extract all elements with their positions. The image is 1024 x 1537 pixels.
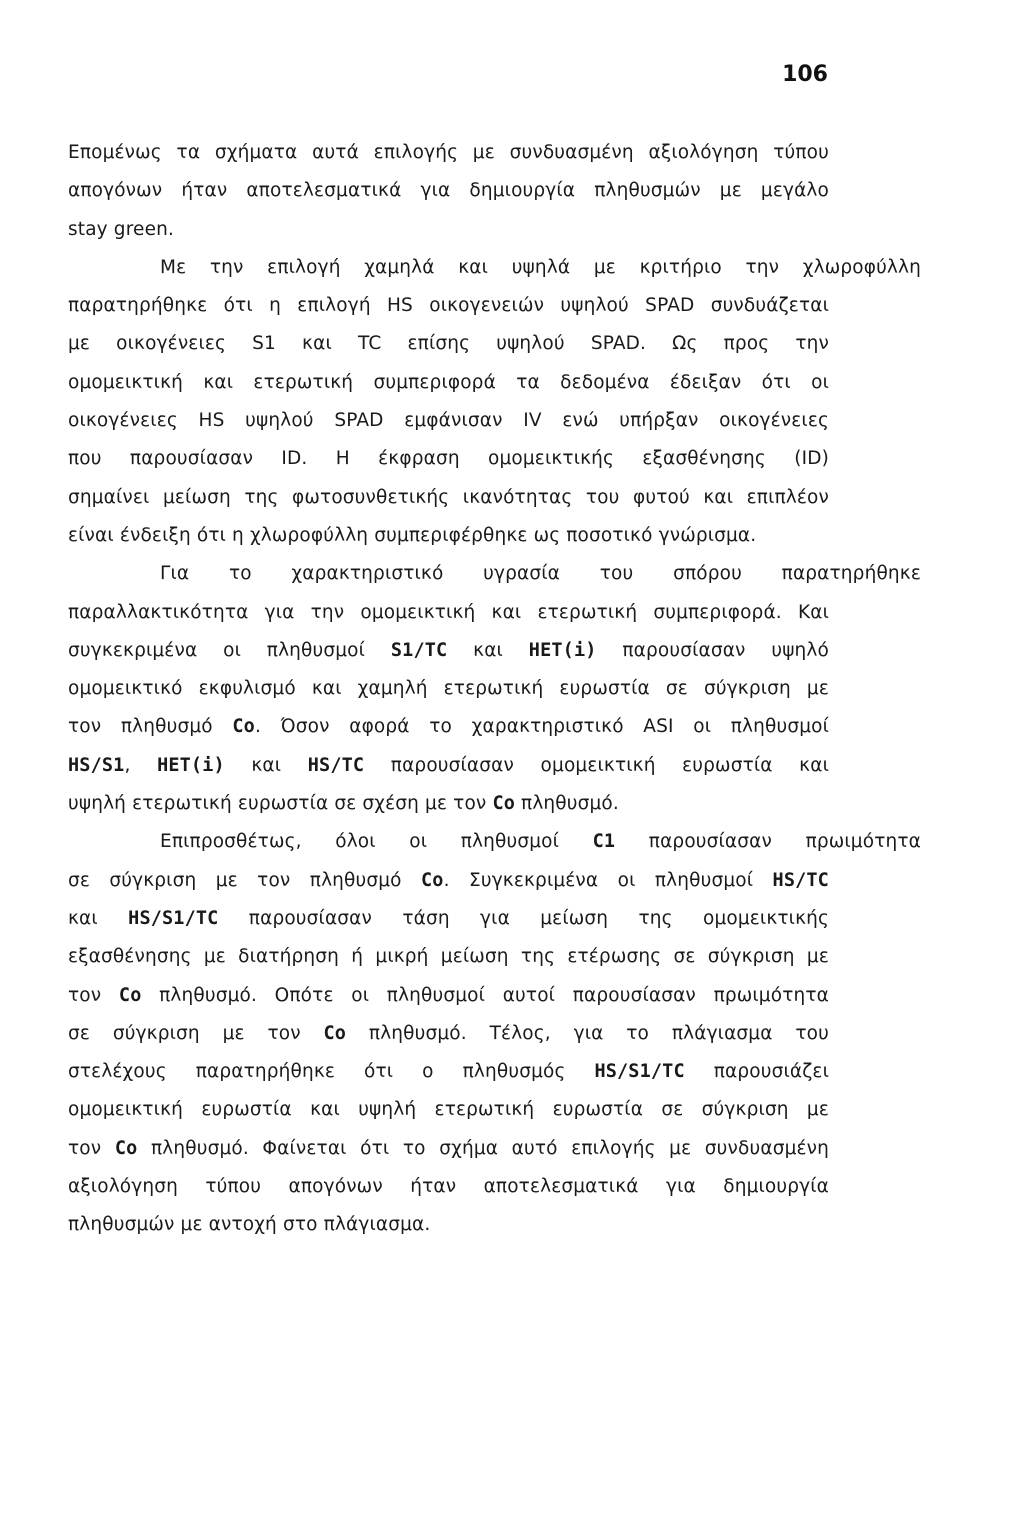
- text-line: [68, 900, 829, 938]
- text-line: αξιολόγηση τύπου απογόνων ήταν αποτελεσματικά για δημιουργία: [68, 1176, 829, 1198]
- text-line: [68, 632, 829, 670]
- text-segment: πληθυσμό. Οπότε οι πληθυσμοί αυτοί παρουσίασαν πρωιμότητα: [141, 984, 829, 1006]
- text-segment: τον: [68, 984, 119, 1006]
- text-line: πληθυσμών με αντοχή στο πλάγιασμα.: [68, 1214, 431, 1236]
- population-label: Co: [118, 984, 142, 1006]
- population-label: Co: [232, 716, 255, 738]
- page-number: 106: [782, 62, 828, 87]
- text-segment: παρουσίασαν πρωιμότητα: [615, 831, 921, 853]
- text-segment: τον πληθυσμό: [68, 716, 233, 738]
- text-line: ομομεικτική και ετερωτική συμπεριφορά τα δεδομένα έδειξαν ότι οι: [68, 371, 829, 393]
- population-label: S1/TC: [390, 639, 448, 661]
- population-label: HS/TC: [772, 869, 829, 891]
- population-label: HET(i): [157, 754, 225, 776]
- text-segment: . Όσον αφορά το χαρακτηριστικό ASI οι πληθυσμοί: [254, 716, 830, 738]
- text-line: σημαίνει μείωση της φωτοσυνθετικής ικανότητας του φυτού και επιπλέον: [68, 486, 829, 508]
- text-segment: πληθυσμό. Τέλος, για το πλάγιασμα του: [346, 1022, 829, 1044]
- text-segment: συγκεκριμένα οι πληθυσμοί: [68, 639, 391, 661]
- text-line: [68, 862, 829, 900]
- population-label: HS/S1/TC: [594, 1061, 685, 1083]
- population-label: HS/S1: [68, 754, 125, 776]
- text-line: [68, 708, 829, 746]
- text-line: [68, 1015, 829, 1053]
- text-segment: παρουσιάζει: [684, 1061, 829, 1083]
- population-label: HET(i): [528, 639, 597, 661]
- population-label: Co: [114, 1137, 138, 1159]
- text-line: [68, 977, 829, 1015]
- body-text: [68, 134, 921, 1245]
- text-segment: τον: [68, 1137, 115, 1159]
- population-label: Co: [421, 869, 444, 891]
- text-line: Με την επιλογή χαμηλά και υψηλά με κριτήριο την χλωροφύλλη: [160, 256, 921, 278]
- text-line: Επομένως τα σχήματα αυτά επιλογής με συνδυασμένη αξιολόγηση τύπου: [68, 142, 829, 163]
- text-segment: υψηλή ετερωτική ευρωστία σε σχέση με τον: [68, 793, 493, 815]
- population-label: HS/S1/TC: [128, 907, 219, 929]
- text-line: [68, 1130, 829, 1168]
- text-line: [68, 785, 829, 823]
- text-segment: ,: [124, 754, 158, 776]
- text-segment: σε σύγκριση με τον: [68, 1022, 324, 1044]
- text-segment: πληθυσμό.: [515, 793, 619, 815]
- text-segment: και: [68, 907, 129, 929]
- text-segment: παρουσίασαν τάση για μείωση της ομομεικτικής: [218, 907, 830, 929]
- text-segment: σε σύγκριση με τον πληθυσμό: [68, 869, 422, 891]
- text-segment: παρουσίασαν υψηλό: [596, 639, 830, 661]
- text-line: [68, 747, 829, 785]
- population-label: Co: [492, 793, 516, 815]
- text-line: Για το χαρακτηριστικό υγρασία του σπόρου παρατηρήθηκε: [160, 563, 921, 585]
- text-line: ομομεικτική ευρωστία και υψηλή ετερωτική ευρωστία σε σύγκριση με: [68, 1099, 829, 1121]
- text-segment: και: [447, 639, 529, 661]
- text-line: ομομεικτικό εκφυλισμό και χαμηλή ετερωτική ευρωστία σε σύγκριση με: [68, 678, 829, 700]
- text-line: απογόνων ήταν αποτελεσματικά για δημιουργία πληθυσμών με μεγάλο: [68, 180, 829, 202]
- text-segment: και: [224, 754, 308, 776]
- text-line: εξασθένησης με διατήρηση ή μικρή μείωση της ετέρωσης σε σύγκριση με: [68, 946, 829, 968]
- text-line: stay green.: [68, 218, 175, 240]
- text-line: [68, 823, 921, 861]
- text-segment: στελέχους παρατηρήθηκε ότι ο πληθυσμός: [68, 1061, 595, 1083]
- population-label: Co: [323, 1022, 347, 1044]
- text-line: [68, 1053, 829, 1091]
- population-label: HS/TC: [307, 754, 365, 776]
- population-label: C1: [592, 831, 616, 853]
- text-line: οικογένειες HS υψηλού SPAD εμφάνισαν IV ενώ υπήρξαν οικογένειες: [68, 410, 829, 432]
- text-segment: πληθυσμό. Φαίνεται ότι το σχήμα αυτό επιλογής με συνδυασμένη: [137, 1137, 829, 1159]
- text-line: που παρουσίασαν ID. Η έκφραση ομομεικτικής εξασθένησης (ID): [68, 448, 829, 470]
- text-segment: . Συγκεκριμένα οι πληθυσμοί: [443, 869, 773, 891]
- text-segment: Επιπροσθέτως, όλοι οι πληθυσμοί: [160, 831, 593, 853]
- text-segment: παρουσίασαν ομομεικτική ευρωστία και: [364, 754, 829, 776]
- text-line: παραλλακτικότητα για την ομομεικτική και ετερωτική συμπεριφορά. Και: [68, 601, 829, 623]
- text-line: παρατηρήθηκε ότι η επιλογή HS οικογενειών υψηλού SPAD συνδυάζεται: [68, 295, 829, 317]
- text-line: είναι ένδειξη ότι η χλωροφύλλη συμπεριφέρθηκε ως ποσοτικό γνώρισμα.: [68, 524, 757, 546]
- text-line: με οικογένειες S1 και TC επίσης υψηλού SPAD. Ως προς την: [68, 333, 829, 355]
